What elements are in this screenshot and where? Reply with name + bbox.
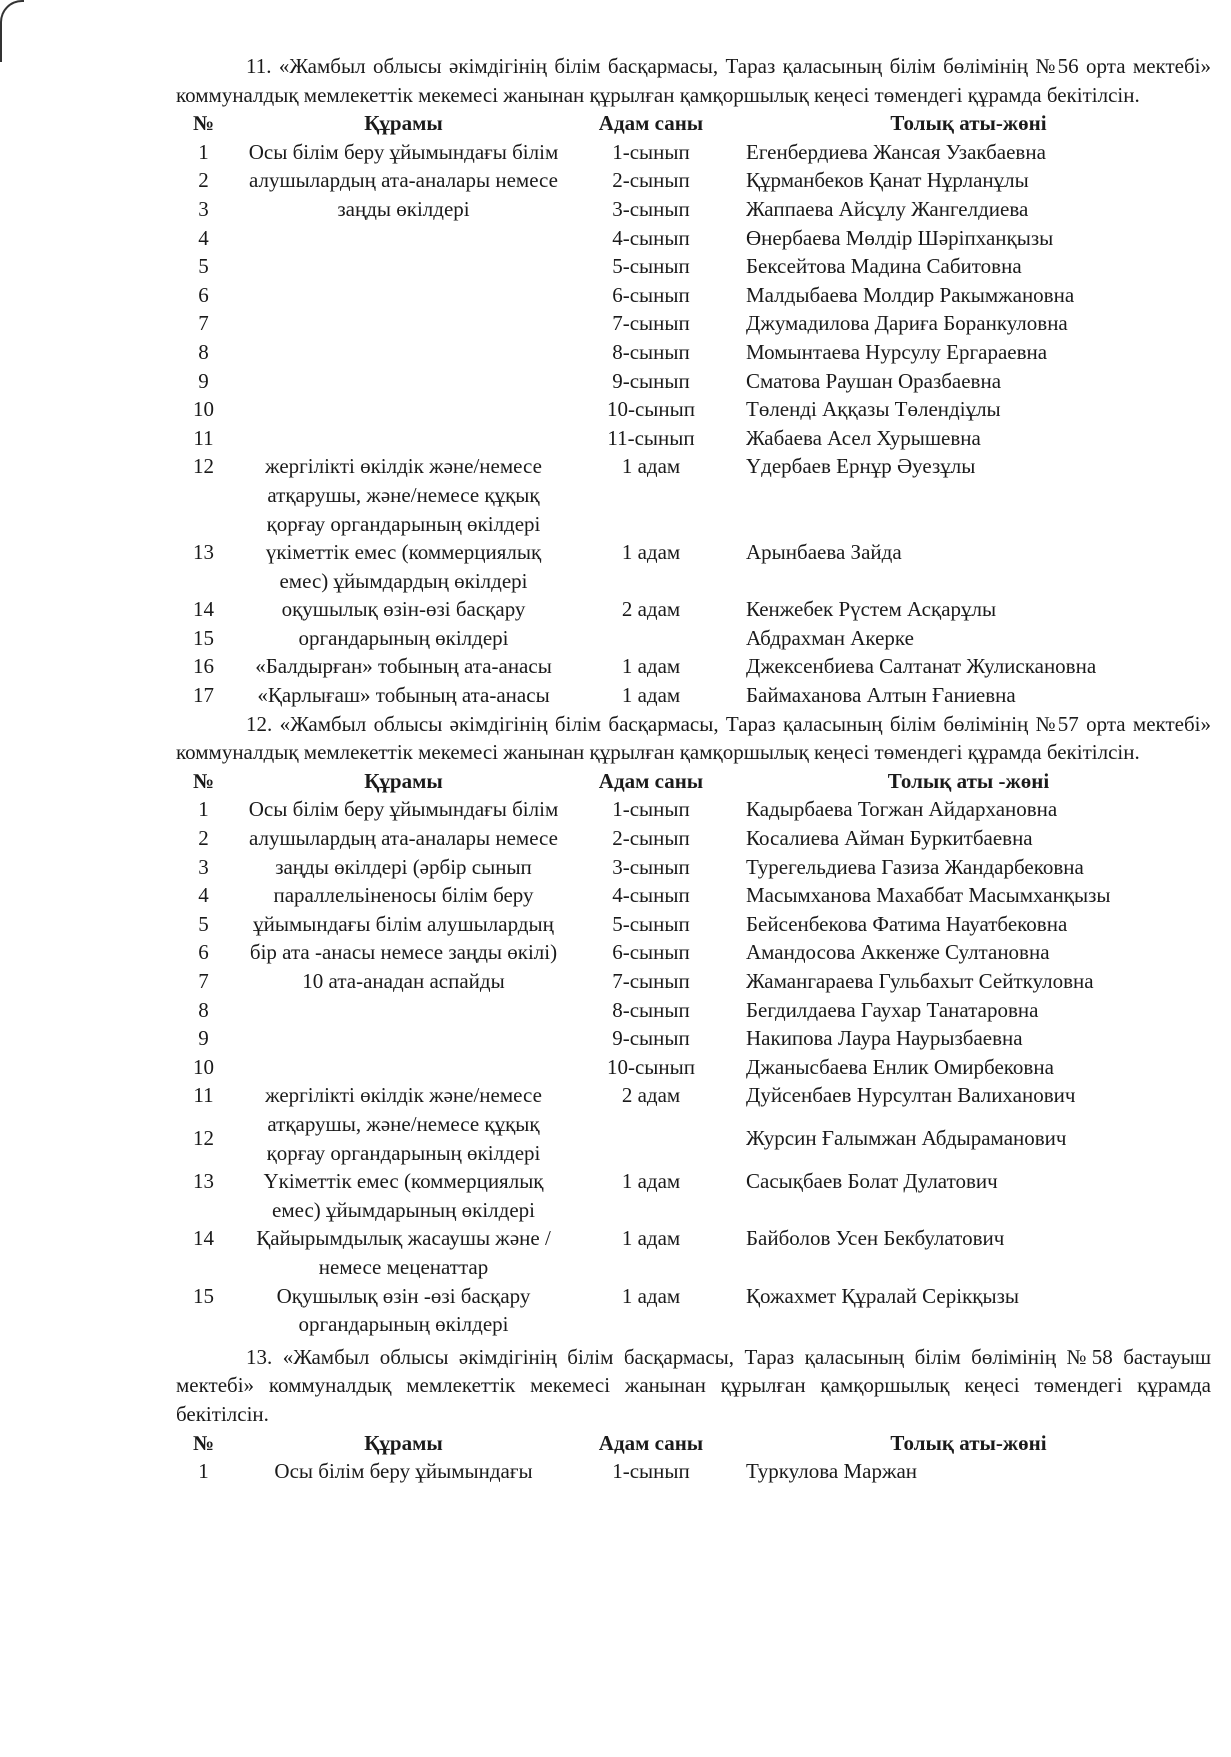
row-num: 6 bbox=[198, 940, 209, 965]
row-name: Арынбаева Зайда bbox=[746, 540, 902, 565]
row-count: 5-сынып bbox=[612, 254, 690, 279]
row-count: 5-сынып bbox=[612, 911, 690, 936]
row-count: 1 адам bbox=[621, 1226, 681, 1251]
row-num: 13 bbox=[193, 1169, 214, 1194]
row-name: Қожахмет Құралай Серікқызы bbox=[746, 1283, 1019, 1308]
row-name: Амандосова Аккенже Султановна bbox=[746, 940, 1050, 965]
row-name: Джексенбиева Салтанат Жулискановна bbox=[746, 654, 1097, 679]
table-header-row bbox=[176, 1429, 1211, 1458]
row-count: 4-сынып bbox=[612, 225, 690, 250]
table-row bbox=[176, 538, 1211, 595]
row-num: 11 bbox=[193, 1083, 214, 1108]
row-count: 1 адам bbox=[621, 540, 681, 565]
table-header-row bbox=[176, 109, 1211, 138]
row-name: Бегдилдаева Гаухар Танатаровна bbox=[746, 997, 1039, 1022]
row-name: Журсин Ғалымжан Абдыраманович bbox=[746, 1126, 1067, 1151]
row-count: 1 адам bbox=[621, 683, 681, 708]
table-row bbox=[176, 1167, 1211, 1224]
header-composition: Құрамы bbox=[364, 111, 443, 136]
row-composition: Осы білім беру ұйымындағы bbox=[274, 1459, 533, 1484]
header-num: № bbox=[192, 768, 215, 793]
row-name: Джанысбаева Енлик Омирбековна bbox=[746, 1054, 1054, 1079]
row-name: Құрманбеков Қанат Нұрланұлы bbox=[746, 168, 1029, 193]
row-name: Байболов Усен Бекбулатович bbox=[746, 1226, 1005, 1251]
row-composition: Үкіметтік емес (коммерциялық емес) ұйымдарының өкілдері bbox=[263, 1169, 544, 1222]
row-name: Накипова Лаура Наурызбаевна bbox=[746, 1026, 1023, 1051]
row-name: Туркулова Маржан bbox=[746, 1459, 918, 1484]
row-name: Жаппаева Айсұлу Жангелдиева bbox=[746, 196, 1029, 221]
row-name: Үдербаев Ернұр Әуезұлы bbox=[746, 454, 976, 479]
row-composition: Қайырымдылық жасаушы және /немесе меценаттар bbox=[256, 1226, 551, 1279]
row-count: 1 адам bbox=[621, 454, 681, 479]
section-paragraph: 11. «Жамбыл облысы әкімдігінің білім басқармасы, Тараз қаласының білім бөлімінің №56 орта мектебі» коммуналдық мемлекеттік мекемесі жанынан құрылған қамқоршылық кеңесі төмендегі құрамда бекітілсін. bbox=[176, 54, 1211, 107]
row-name: Дуйсенбаев Нурсултан Валиханович bbox=[746, 1083, 1076, 1108]
row-count: 1 адам bbox=[621, 1169, 681, 1194]
header-name: Толық аты -жөні bbox=[887, 768, 1050, 793]
row-count: 6-сынып bbox=[612, 940, 690, 965]
header-num: № bbox=[192, 1430, 215, 1455]
row-composition: Осы білім беру ұйымындағы білім алушылардың ата-аналары немесе заңды өкілдері (әрбір сынып параллельіненосы білім беру ұйымындағы білім алушылардың бір ата -анасы немесе заңды өкілі) 10 ата-анадан аспайды bbox=[248, 797, 559, 993]
row-composition: оқушылық өзін-өзі басқару органдарының өкілдері bbox=[281, 597, 526, 650]
header-name: Толық аты-жөні bbox=[890, 1430, 1047, 1455]
row-count: 2 адам bbox=[621, 597, 681, 622]
row-composition: үкіметтік емес (коммерциялық емес) ұйымдардың өкілдері bbox=[265, 540, 542, 593]
row-num: 10 bbox=[193, 397, 214, 422]
row-name: Төленді Аққазы Төлендіұлы bbox=[746, 397, 1001, 422]
row-num: 1 bbox=[198, 1459, 209, 1484]
row-num: 3 bbox=[198, 854, 209, 879]
row-num: 1 bbox=[198, 797, 209, 822]
row-num: 5 bbox=[198, 911, 209, 936]
row-count: 3-сынып bbox=[612, 854, 690, 879]
roster-table bbox=[176, 1429, 1211, 1486]
row-name: Егенбердиева Жансая Узакбаевна bbox=[746, 139, 1046, 164]
row-num: 5 bbox=[198, 254, 209, 279]
row-count: 9-сынып bbox=[612, 1026, 690, 1051]
row-num: 15 bbox=[193, 625, 214, 650]
row-count: 4-сынып bbox=[612, 883, 690, 908]
row-count: 7-сынып bbox=[612, 969, 690, 993]
row-num: 13 bbox=[193, 540, 214, 565]
row-count: 1-сынып bbox=[612, 139, 690, 164]
table-header-row bbox=[176, 767, 1211, 796]
row-count: 10-сынып bbox=[606, 1054, 695, 1079]
row-count: 6-сынып bbox=[612, 282, 690, 307]
document-page bbox=[176, 52, 1211, 1486]
header-count: Адам саны bbox=[598, 768, 704, 793]
row-name: Малдыбаева Молдир Ракымжановна bbox=[746, 282, 1075, 307]
row-num: 14 bbox=[193, 597, 214, 622]
row-count: 9-сынып bbox=[612, 368, 690, 393]
row-name: Турегельдиева Газиза Жандарбековна bbox=[746, 854, 1084, 879]
row-composition: Осы білім беру ұйымындағы білім алушылардың ата-аналары немесе заңды өкілдері bbox=[248, 139, 559, 221]
row-composition: «Балдырған» тобының ата-анасы bbox=[255, 654, 552, 679]
row-num: 8 bbox=[198, 339, 209, 364]
section-11 bbox=[176, 52, 1211, 710]
row-num: 12 bbox=[193, 1126, 214, 1151]
row-name: Сасықбаев Болат Дулатович bbox=[746, 1169, 998, 1194]
row-num: 4 bbox=[198, 225, 209, 250]
row-count: 8-сынып bbox=[612, 339, 690, 364]
row-num: 9 bbox=[198, 1026, 209, 1051]
row-num: 12 bbox=[193, 454, 214, 479]
row-name: Баймаханова Алтын Ғаниевна bbox=[746, 683, 1016, 708]
header-num: № bbox=[192, 111, 215, 136]
header-name: Толық аты-жөні bbox=[890, 111, 1047, 136]
row-num: 10 bbox=[193, 1054, 214, 1079]
row-name: Сматова Раушан Оразбаевна bbox=[746, 368, 1002, 393]
roster-table bbox=[176, 109, 1211, 709]
row-name: Жамангараева Гульбахыт Сейткуловна bbox=[746, 969, 1094, 993]
row-count: 8-сынып bbox=[612, 997, 690, 1022]
row-num: 11 bbox=[193, 425, 214, 450]
row-composition: жергілікті өкілдік және/немесе атқарушы, және/немесе құқық қорғау органдарының өкілдері bbox=[265, 454, 542, 536]
row-num: 6 bbox=[198, 282, 209, 307]
row-count: 11-сынып bbox=[607, 425, 695, 450]
row-count: 2-сынып bbox=[612, 168, 690, 193]
table-row bbox=[176, 681, 1211, 710]
scan-edge-mark bbox=[0, 0, 24, 62]
row-count: 10-сынып bbox=[606, 397, 695, 422]
row-name: Жабаева Асел Хурышевна bbox=[746, 425, 981, 450]
header-count: Адам саны bbox=[598, 1430, 704, 1455]
table-row bbox=[176, 652, 1211, 681]
table-row bbox=[176, 1457, 1211, 1486]
section-13 bbox=[176, 1343, 1211, 1486]
table-row bbox=[176, 1081, 1211, 1124]
row-num: 7 bbox=[198, 969, 209, 993]
row-num: 2 bbox=[198, 168, 209, 193]
row-num: 2 bbox=[198, 826, 209, 851]
header-composition: Құрамы bbox=[364, 768, 443, 793]
table-row bbox=[176, 138, 1211, 167]
row-count: 1-сынып bbox=[612, 797, 690, 822]
roster-table bbox=[176, 767, 1211, 1339]
row-name: Масымханова Махаббат Масымханқызы bbox=[746, 883, 1111, 908]
row-num: 4 bbox=[198, 883, 209, 908]
row-num: 3 bbox=[198, 196, 209, 221]
row-count: 1 адам bbox=[621, 654, 681, 679]
row-num: 9 bbox=[198, 368, 209, 393]
row-count: 1-сынып bbox=[612, 1459, 690, 1484]
row-num: 16 bbox=[193, 654, 214, 679]
row-num: 1 bbox=[198, 139, 209, 164]
row-num: 8 bbox=[198, 997, 209, 1022]
section-paragraph: 12. «Жамбыл облысы әкімдігінің білім басқармасы, Тараз қаласының білім бөлімінің №57 орта мектебі» коммуналдық мемлекеттік мекемесі жанынан құрылған қамқоршылық кеңесі төмендегі құрамда бекітілсін. bbox=[176, 711, 1211, 765]
row-composition: жергілікті өкілдік және/немесе атқарушы, және/немесе құқық қорғау органдарының өкілдері bbox=[265, 1083, 542, 1165]
row-name: Косалиева Айман Буркитбаевна bbox=[746, 826, 1033, 851]
row-name: Джумадилова Дариға Боранкуловна bbox=[746, 311, 1068, 336]
row-num: 15 bbox=[193, 1283, 214, 1308]
row-count: 2-сынып bbox=[612, 826, 690, 851]
table-row bbox=[176, 795, 1211, 824]
table-row bbox=[176, 452, 1211, 538]
row-num: 7 bbox=[198, 311, 209, 336]
table-row bbox=[176, 1224, 1211, 1281]
row-name: Абдрахман Акерке bbox=[746, 625, 914, 650]
row-composition: «Қарлығаш» тобының ата-анасы bbox=[257, 683, 550, 708]
row-count: 1 адам bbox=[621, 1283, 681, 1308]
table-row bbox=[176, 1282, 1211, 1339]
row-name: Момынтаева Нурсулу Ергараевна bbox=[746, 339, 1048, 364]
header-composition: Құрамы bbox=[364, 1430, 443, 1455]
table-row bbox=[176, 595, 1211, 624]
row-num: 17 bbox=[193, 683, 214, 708]
section-12 bbox=[176, 710, 1211, 1339]
row-name: Бейсенбекова Фатима Науатбековна bbox=[746, 911, 1068, 936]
row-num: 14 bbox=[193, 1226, 214, 1251]
row-name: Кенжебек Рүстем Асқарұлы bbox=[746, 597, 997, 622]
header-count: Адам саны bbox=[598, 111, 704, 136]
row-count: 3-сынып bbox=[612, 196, 690, 221]
row-name: Кадырбаева Тогжан Айдархановна bbox=[746, 797, 1058, 822]
row-name: Өнербаева Мөлдір Шәріпханқызы bbox=[746, 225, 1054, 250]
row-count: 2 адам bbox=[621, 1083, 681, 1108]
row-name: Бексейтова Мадина Сабитовна bbox=[746, 254, 1022, 279]
section-paragraph: 13. «Жамбыл облысы әкімдігінің білім басқармасы, Тараз қаласының білім бөлімінің №58 бастауыш мектебі» коммуналдық мемлекеттік мекемесі жанынан құрылған қамқоршылық кеңесі төмендегі құрамда бекітілсін. bbox=[176, 1344, 1211, 1426]
row-composition: Оқушылық өзін -өзі басқару органдарының өкілдері bbox=[276, 1283, 531, 1337]
row-count: 7-сынып bbox=[612, 311, 690, 336]
